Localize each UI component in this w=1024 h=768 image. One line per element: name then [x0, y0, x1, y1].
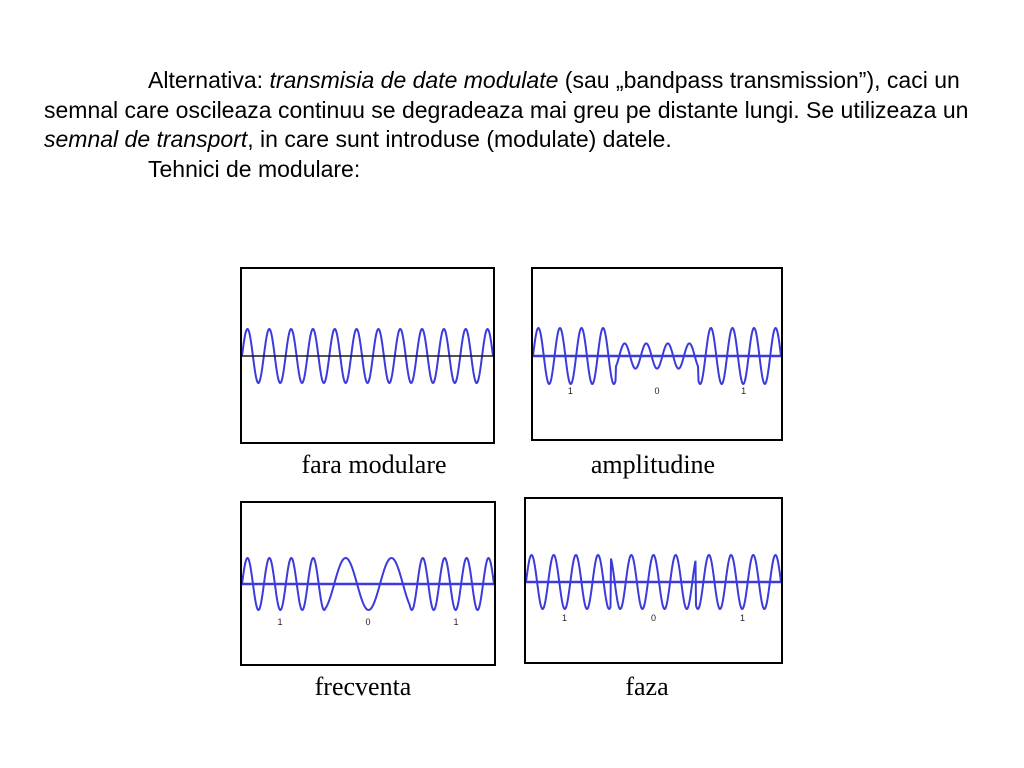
- wave-plot-amplitudine: [533, 269, 781, 439]
- bit-label: 1: [277, 617, 283, 627]
- panel-fara-modulare: [240, 267, 495, 444]
- bit-label: 0: [365, 617, 371, 627]
- panel-frecventa: [240, 501, 496, 666]
- bit-label: 1: [739, 613, 746, 623]
- wave-plot-fara-modulare: [242, 269, 493, 442]
- caption-amplitudine: amplitudine: [590, 450, 716, 479]
- bit-label: 0: [650, 613, 657, 623]
- caption-fara-modulare: fara modulare: [301, 450, 447, 479]
- panel-amplitudine: [531, 267, 783, 441]
- techniques-heading: [44, 155, 984, 185]
- bit-label: 1: [741, 386, 747, 396]
- caption-faza: faza: [625, 672, 669, 701]
- caption-frecventa: frecventa: [314, 672, 412, 701]
- bit-label: 1: [561, 613, 568, 623]
- intro-italic-term: transmisia de date modulate: [269, 67, 559, 93]
- wave-plot-faza: [526, 499, 781, 662]
- bit-label: 0: [654, 386, 660, 396]
- techniques-heading-label: Tehnici de modulare:: [148, 155, 361, 182]
- intro-text: [44, 66, 984, 184]
- intro-middle: (sau „bandpass transmission”), caci un semnal care oscileaza continuu se degradeaza mai greu pe distante lungi. Se utilizeaza un: [44, 67, 969, 123]
- bit-label: 1: [567, 386, 573, 396]
- intro-italic-term-2: semnal de transport: [44, 126, 248, 152]
- wave-plot-frecventa: [242, 503, 494, 664]
- intro-end: , in care sunt introduse (modulate) datele.: [247, 126, 672, 152]
- bit-label: 1: [453, 617, 459, 627]
- panel-faza: [524, 497, 783, 664]
- intro-paragraph: [44, 66, 984, 155]
- intro-prefix: Alternativa:: [148, 67, 270, 93]
